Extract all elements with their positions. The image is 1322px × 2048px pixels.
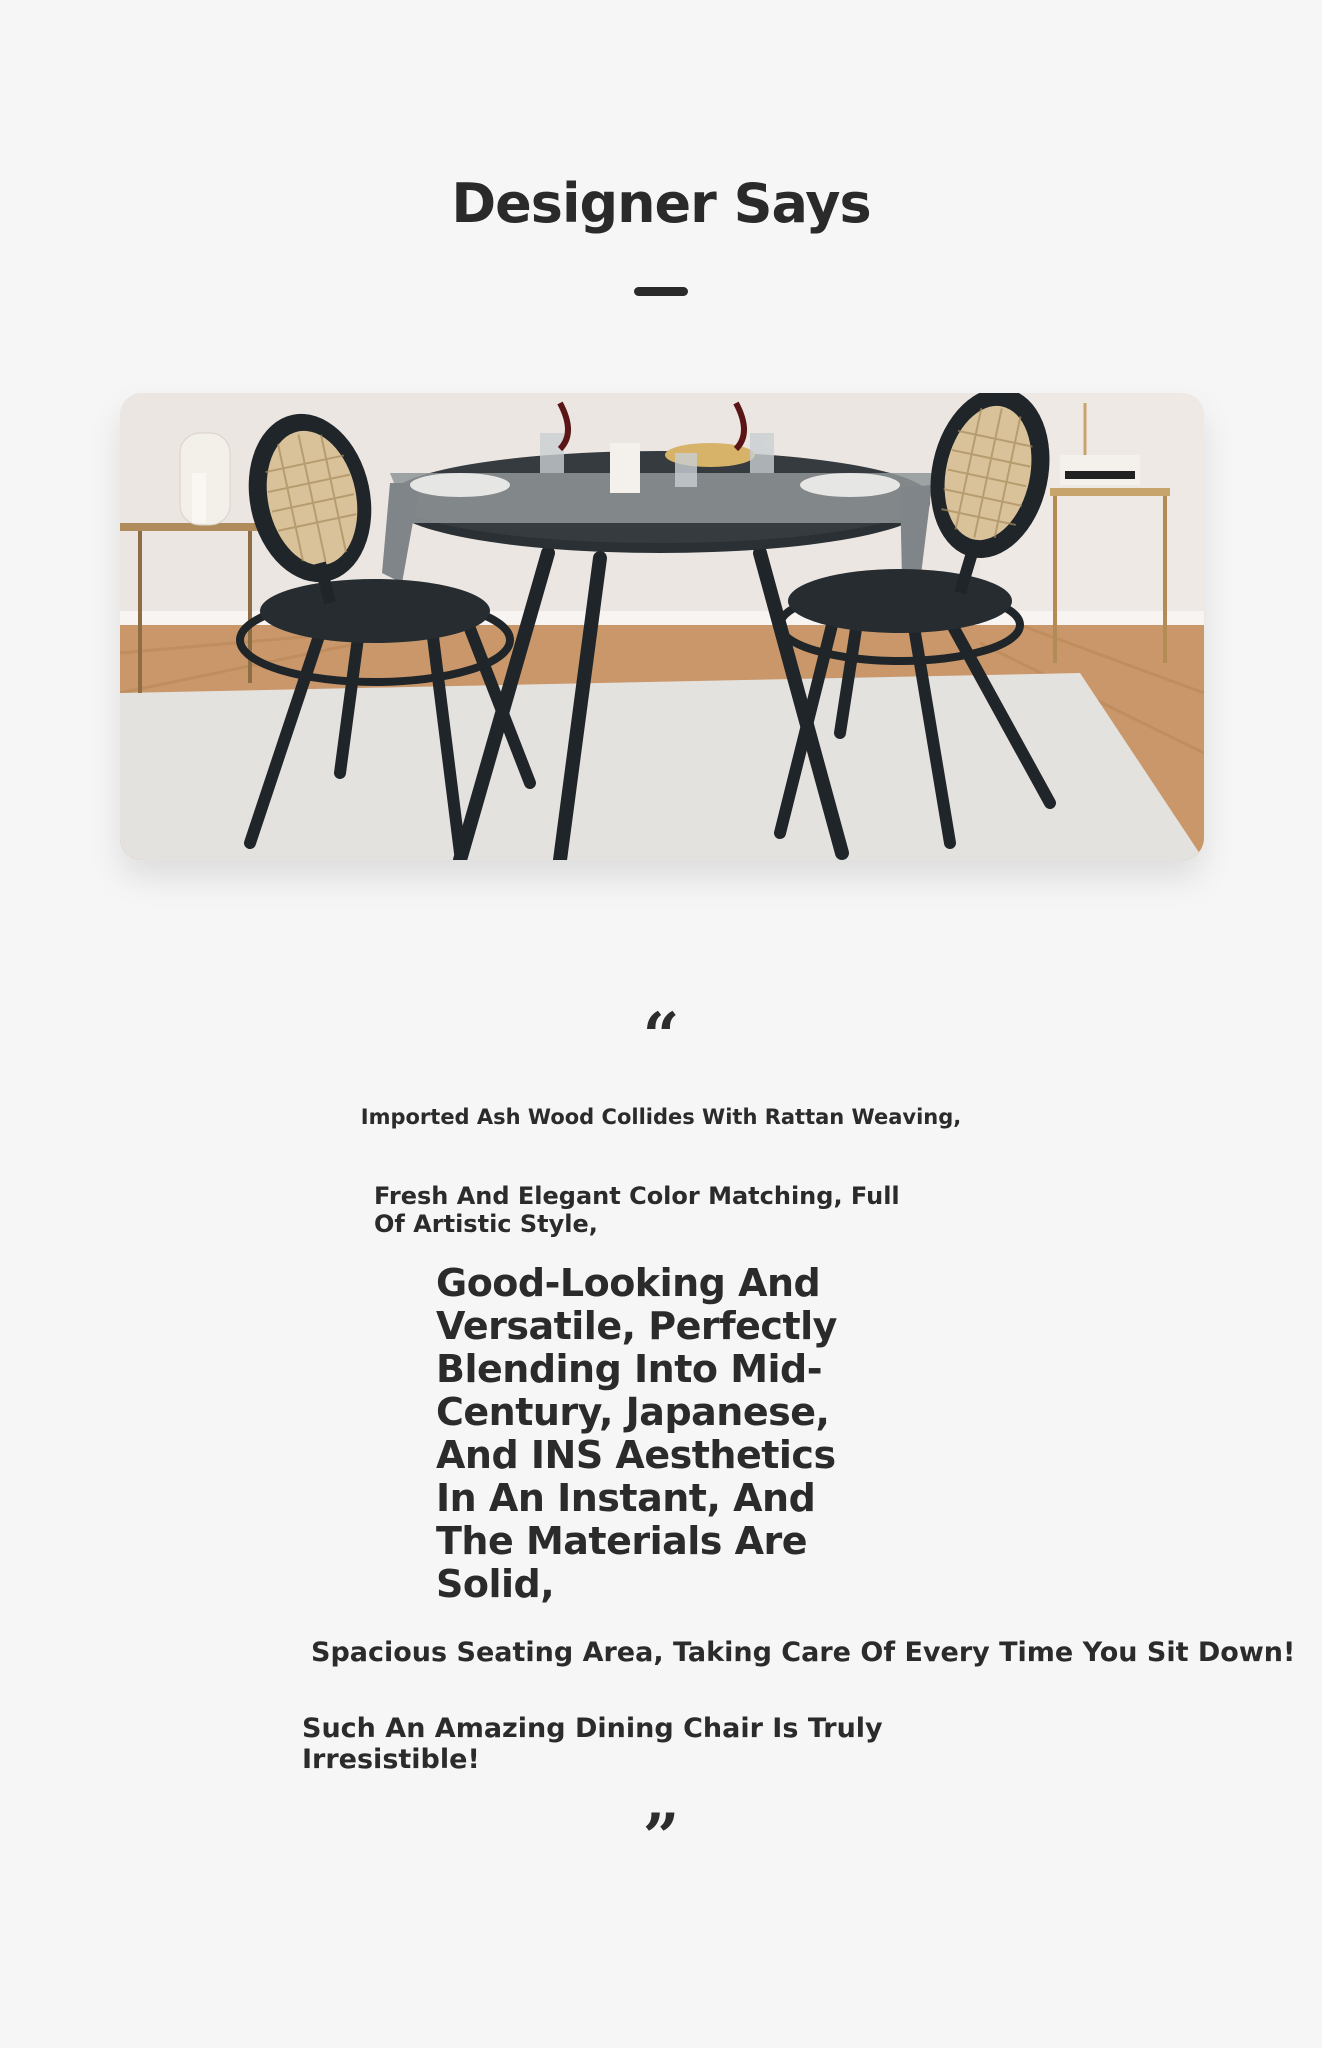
page-title: Designer Says: [451, 172, 871, 235]
dining-set-illustration: [120, 393, 1204, 860]
quote-line-3: Good-Looking And Versatile, Perfectly Blending Into Mid-Century, Japanese, And INS Aesthetics In An Instant, And The Materials Are Solid,: [436, 1261, 837, 1606]
title-underline-divider: [634, 287, 688, 296]
product-photo: [120, 393, 1204, 860]
close-quote-icon: ”: [642, 1800, 680, 1875]
quote-line-4: Spacious Seating Area, Taking Care Of Every Time You Sit Down!: [311, 1637, 1296, 1668]
quote-line-5: Such An Amazing Dining Chair Is Truly Irresistible!: [302, 1713, 883, 1775]
open-quote-icon: “: [642, 999, 680, 1074]
quote-line-2: Fresh And Elegant Color Matching, Full Of Artistic Style,: [374, 1182, 900, 1238]
quote-line-1: Imported Ash Wood Collides With Rattan Weaving,: [360, 1105, 962, 1129]
